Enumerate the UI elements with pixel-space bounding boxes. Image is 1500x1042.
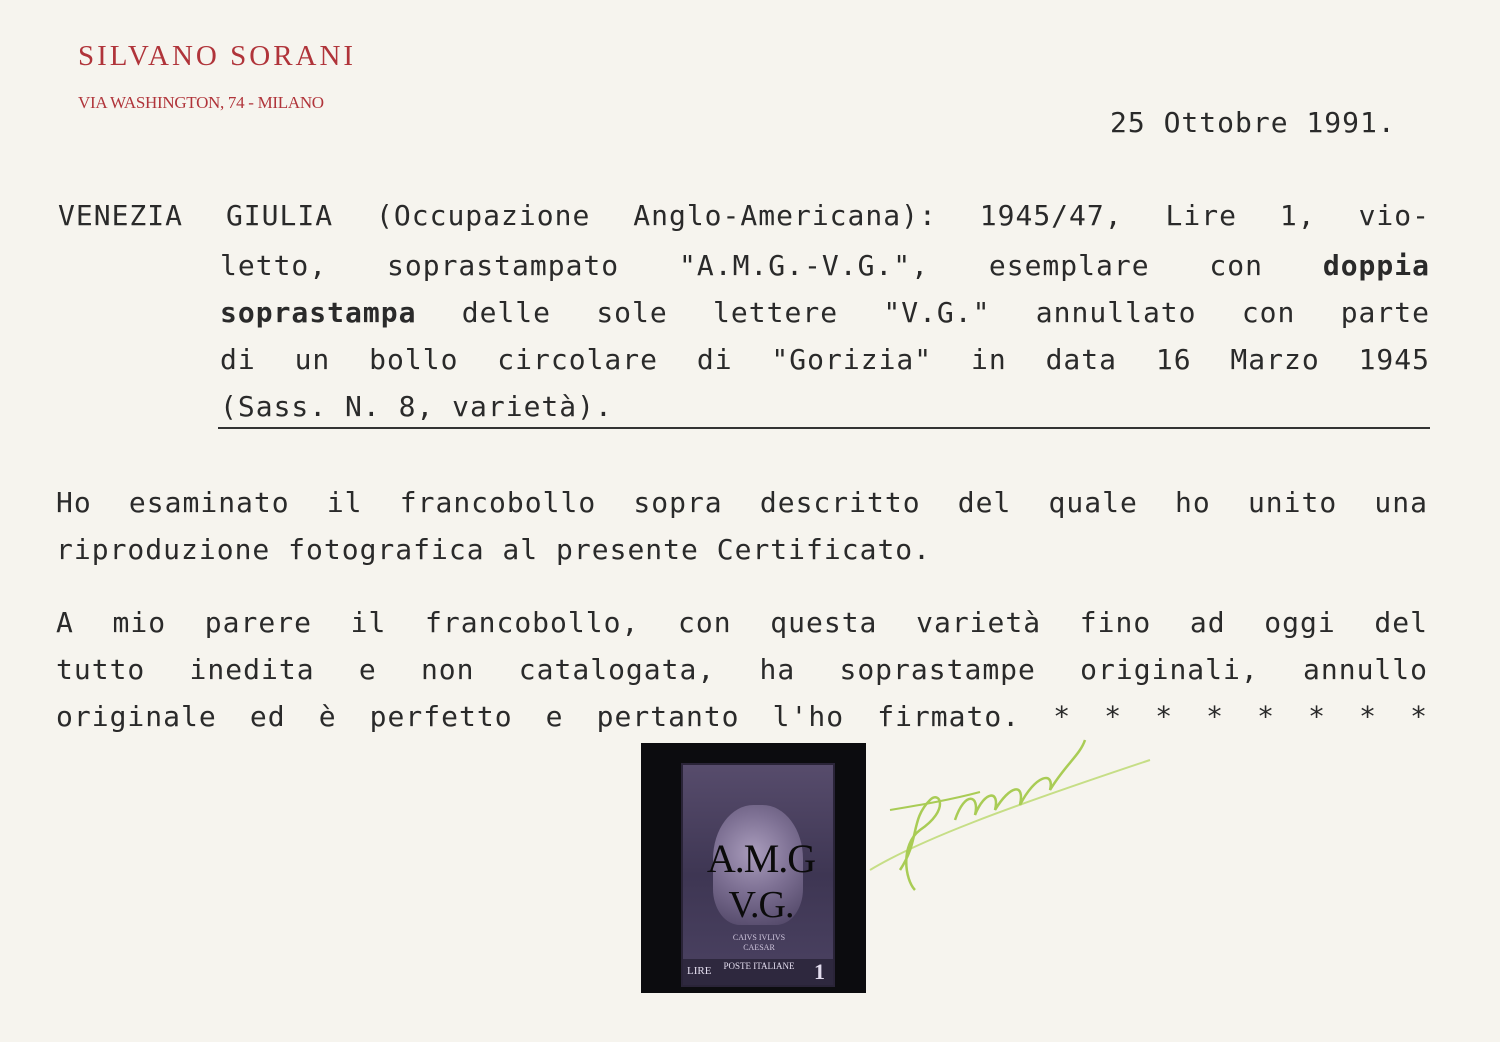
description-emphasis-doppia: doppia xyxy=(1322,249,1430,282)
stamp-lire-label: LIRE xyxy=(687,965,712,977)
paragraph-2-line-1: A mio parere il francobollo, con questa varietà fino ad oggi del xyxy=(56,606,1428,639)
stamp-overprint-top: A.M.G xyxy=(706,836,816,881)
signature xyxy=(860,720,1160,900)
certificate-date: 25 Ottobre 1991. xyxy=(1110,106,1396,139)
stamp-poste-label: POSTE ITALIANE xyxy=(723,961,795,971)
stamp-caption: CAIVS IVLIVS CAESAR xyxy=(732,933,786,952)
paragraph-2-line-3: originale ed è perfetto e pertanto l'ho firmato. * * * * * * * * xyxy=(56,700,1428,733)
stamp-overprint-bottom: V.G. xyxy=(728,884,794,926)
paragraph-1-line-1: Ho esaminato il francobollo sopra descritto del quale ho unito una xyxy=(56,486,1428,519)
paragraph-2-line-2: tutto inedita e non catalogata, ha soprastampe originali, annullo xyxy=(56,653,1428,686)
stamp-photo xyxy=(641,743,866,993)
letterhead-address: VIA WASHINGTON, 74 - MILANO xyxy=(78,93,324,112)
stamp-value: 1 xyxy=(814,959,825,984)
description-line-5: (Sass. N. 8, varietà). xyxy=(220,390,613,423)
description-rule xyxy=(218,427,1430,429)
description-emphasis-soprastampa: soprastampa xyxy=(220,296,417,329)
description-line-2 xyxy=(220,249,1430,282)
letterhead-name: SILVANO SORANI xyxy=(78,40,357,72)
description-line-3 xyxy=(220,296,1430,329)
description-line-2-text: letto, soprastampato "A.M.G.-V.G.", esemplare con xyxy=(220,249,1323,282)
description-line-1: VENEZIA GIULIA (Occupazione Anglo-Americana): 1945/47, Lire 1, vio- xyxy=(58,199,1430,232)
paragraph-1-line-2: riproduzione fotografica al presente Certificato. xyxy=(56,533,932,566)
stamp-value-bar xyxy=(683,959,833,985)
stamp-image xyxy=(681,763,835,987)
description-line-4: di un bollo circolare di "Gorizia" in data 16 Marzo 1945 xyxy=(220,343,1430,376)
description-line-3-text: delle sole lettere "V.G." annullato con parte xyxy=(416,296,1430,329)
